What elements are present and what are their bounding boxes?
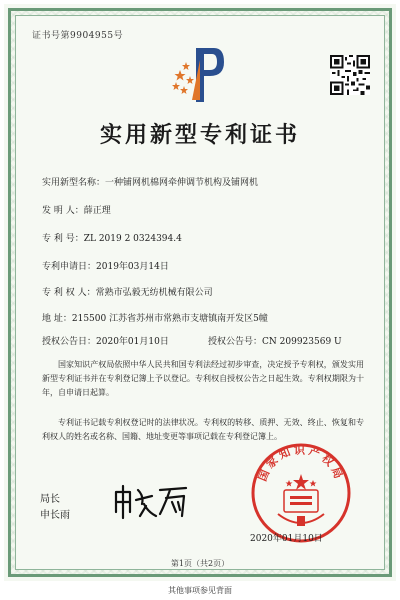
qr-code-icon [330,55,370,95]
signature-title: 局长 [40,494,60,505]
field-grant-number [208,334,342,347]
field-label: 专 利 权 人： [42,288,96,298]
field-address [42,311,268,324]
signature-name: 申长雨 [40,510,70,521]
field-value: ZL 2019 2 0324394.4 [83,234,182,244]
field-label: 发 明 人： [42,206,84,216]
footer-note: 其他事项参见背面 [168,586,232,595]
statement-paragraph-1: 国家知识产权局依照中华人民共和国专利法经过初步审查，决定授予专利权，颁发实用新型专利证书并在专利登记簿上予以登记。专利权自授权公告之日起生效。专利权期限为十年，自申请日起算。 [42,360,364,397]
field-label: 授权公告号： [208,337,263,347]
field-value: 215500 江苏省苏州市常熟市支塘镇南开发区5幢 [71,314,268,324]
statement-paragraph-2: 专利证书记载专利权登记时的法律状况。专利权的转移、质押、无效、终止、恢复和专利权人的姓名或名称、国籍、地址变更等事项记载在专利登记簿上。 [42,418,364,441]
certificate-number: 证书号第9904955号 [32,31,124,41]
field-utility-model-name [42,175,258,188]
field-application-date [42,259,169,272]
certificate-title: 实用新型专利证书 [99,122,300,148]
field-value: 薛正理 [83,206,111,216]
field-patentee [42,285,213,298]
field-grant-date [42,334,169,347]
field-value: 常熟市弘毅无纺机械有限公司 [95,288,213,298]
field-patent-number [42,231,182,244]
field-label: 实用新型名称： [42,178,106,188]
field-value: 2019年03月14日 [96,262,169,272]
field-label: 专 利 号： [42,234,84,244]
patent-office-emblem-icon [170,40,230,110]
page-number: 第1页（共2页） [170,559,230,568]
seal-text: 国家知识产权局 [255,443,347,484]
field-inventor [42,203,111,216]
field-value: 一种铺网机棉网牵伸调节机构及铺网机 [105,178,259,188]
field-label: 地 址： [42,314,72,324]
field-value: 2020年01月10日 [96,337,169,347]
handwritten-signature-icon [110,482,190,520]
seal-date: 2020年01月10日 [250,534,323,544]
field-label: 专利申请日： [42,262,97,272]
field-value: CN 209923569 U [262,337,342,347]
field-label: 授权公告日： [42,337,97,347]
